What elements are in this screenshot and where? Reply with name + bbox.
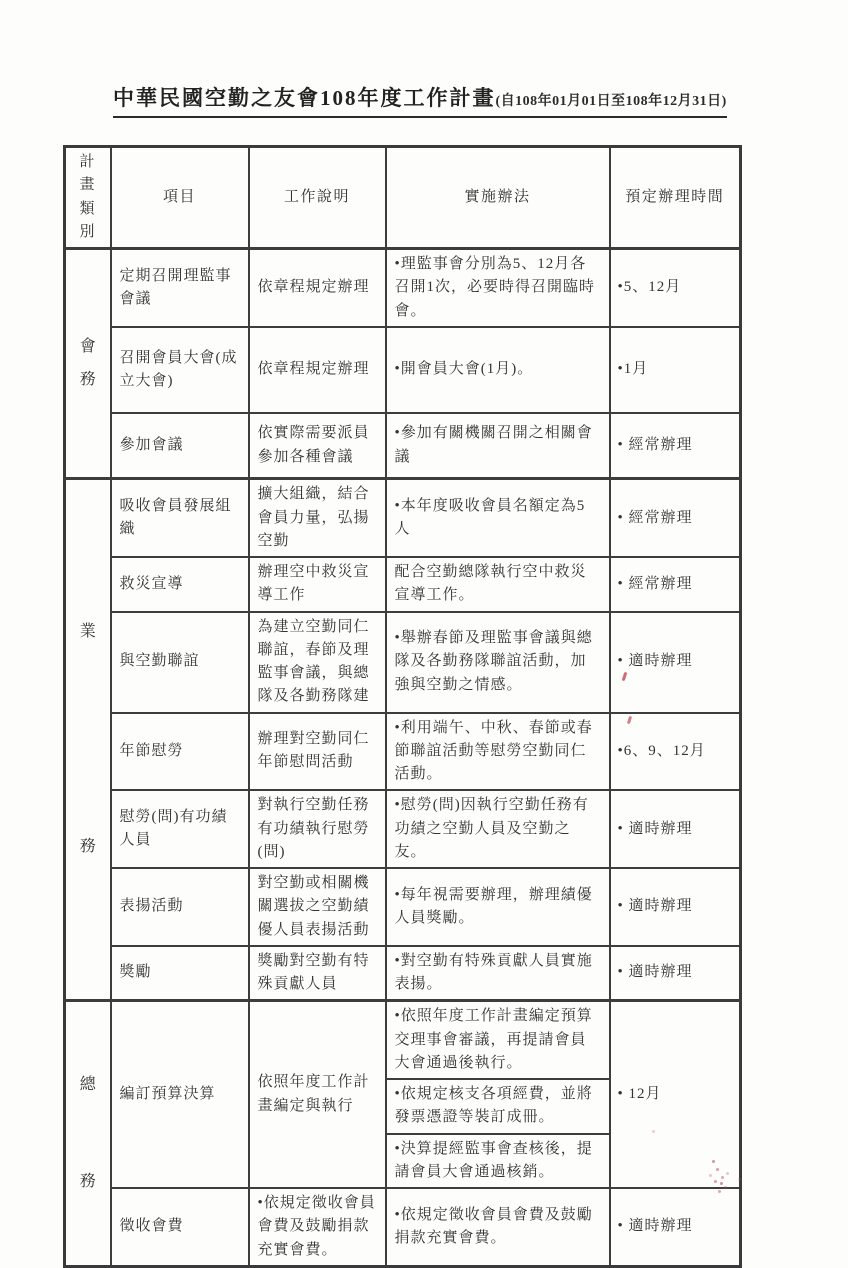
methods-cell: •每年視需要辦理，辦理績優人員獎勵。 <box>386 868 610 946</box>
table-header-row <box>65 147 741 249</box>
item-cell: 年節慰勞 <box>111 713 249 791</box>
schedule-cell: • 經常辦理 <box>610 557 741 612</box>
methods-cell: •對空勤有特殊貢獻人員實施表揚。 <box>386 946 610 1001</box>
description-cell: 依照年度工作計畫編定與執行 <box>249 1001 386 1188</box>
methods-cell: •開會員大會(1月)。 <box>386 327 610 413</box>
table-row <box>65 249 741 327</box>
table-row <box>65 413 741 479</box>
methods-cell: •本年度吸收會員名額定為5人 <box>386 479 610 557</box>
header-schedule: 預定辦理時間 <box>610 147 741 249</box>
schedule-cell: • 適時辦理 <box>610 1188 741 1266</box>
description-cell: 為建立空勤同仁聯誼，春節及理監事會議，與總隊及各勤務隊建 <box>249 612 386 713</box>
table-row <box>65 1001 741 1188</box>
methods-cell: •依照年度工作計畫編定預算交理事會審議，再提請會員大會通過後執行。 •依規定核支各項經費，並將發票憑證等裝訂成冊。 •決算提經監事會查核後，提請會員大會通過核銷。 <box>386 1001 610 1188</box>
methods-cell: •利用端午、中秋、春節或春節聯誼活動等慰勞空勤同仁活動。 <box>386 713 610 791</box>
table-row <box>65 713 741 791</box>
description-cell: 對空勤或相關機關選拔之空勤績優人員表揚活動 <box>249 868 386 946</box>
header-item: 項目 <box>111 147 249 249</box>
header-category: 計畫 類別 <box>65 147 111 249</box>
item-cell: 吸收會員發展組織 <box>111 479 249 557</box>
table-row <box>65 790 741 868</box>
item-cell: 定期召開理監事會議 <box>111 249 249 327</box>
category-cell-yewu: 業 務 <box>65 479 111 1001</box>
methods-cell: •舉辦春節及理監事會議與總隊及各勤務隊聯誼活動，加強與空勤之情感。 <box>386 612 610 713</box>
item-cell: 表揚活動 <box>111 868 249 946</box>
table-row <box>65 327 741 413</box>
description-cell: •依規定徵收會員會費及鼓勵捐款充實會費。 <box>249 1188 386 1266</box>
description-cell: 擴大組織，結合會員力量，弘揚空勤 <box>249 479 386 557</box>
schedule-cell: •6、9、12月 <box>610 713 741 791</box>
table-row <box>65 612 741 713</box>
item-cell: 編訂預算決算 <box>111 1001 249 1188</box>
category-cell-huiwu: 會 務 <box>65 249 111 479</box>
header-description: 工作說明 <box>249 147 386 249</box>
description-cell: 對執行空勤任務有功績執行慰勞(問) <box>249 790 386 868</box>
schedule-cell: • 經常辦理 <box>610 413 741 479</box>
title-sub: (自108年01月01日至108年12月31日) <box>495 94 727 109</box>
schedule-cell: • 適時辦理 <box>610 790 741 868</box>
table-row <box>65 868 741 946</box>
category-cell-zongwu: 總 務 <box>65 1001 111 1267</box>
item-cell: 參加會議 <box>111 413 249 479</box>
table-row <box>65 946 741 1001</box>
item-cell: 徵收會費 <box>111 1188 249 1266</box>
description-cell: 依章程規定辦理 <box>249 249 386 327</box>
item-cell: 獎勵 <box>111 946 249 1001</box>
item-cell: 與空勤聯誼 <box>111 612 249 713</box>
description-cell: 辦理空中救災宣導工作 <box>249 557 386 612</box>
methods-cell: 配合空勤總隊執行空中救災宣導工作。 <box>386 557 610 612</box>
work-plan-table <box>63 145 742 1268</box>
red-stamp-speckles <box>712 1160 715 1163</box>
methods-cell: •慰勞(問)因執行空勤任務有功績之空勤人員及空勤之友。 <box>386 790 610 868</box>
schedule-cell: •1月 <box>610 327 741 413</box>
description-cell: 獎勵對空勤有特殊貢獻人員 <box>249 946 386 1001</box>
item-cell: 召開會員大會(成立大會) <box>111 327 249 413</box>
document-title <box>113 82 727 118</box>
schedule-cell: • 經常辦理 <box>610 479 741 557</box>
description-cell: 辦理對空勤同仁年節慰問活動 <box>249 713 386 791</box>
item-cell: 救災宣導 <box>111 557 249 612</box>
description-cell: 依章程規定辦理 <box>249 327 386 413</box>
title-main: 中華民國空勤之友會108年度工作計畫 <box>113 86 496 110</box>
schedule-cell: • 適時辦理 <box>610 946 741 1001</box>
header-methods: 實施辦法 <box>386 147 610 249</box>
methods-cell: •依規定徵收會員會費及鼓勵捐款充實會費。 <box>386 1188 610 1266</box>
schedule-cell: • 12月 <box>610 1001 741 1188</box>
methods-cell: •參加有關機關召開之相關會議 <box>386 413 610 479</box>
methods-cell: •理監事會分別為5、12月各召開1次，必要時得召開臨時會。 <box>386 249 610 327</box>
schedule-cell: •5、12月 <box>610 249 741 327</box>
schedule-cell: • 適時辦理 <box>610 868 741 946</box>
table-row <box>65 557 741 612</box>
schedule-cell: • 適時辦理 <box>610 612 741 713</box>
item-cell: 慰勞(問)有功績人員 <box>111 790 249 868</box>
description-cell: 依實際需要派員參加各種會議 <box>249 413 386 479</box>
table-row <box>65 479 741 557</box>
